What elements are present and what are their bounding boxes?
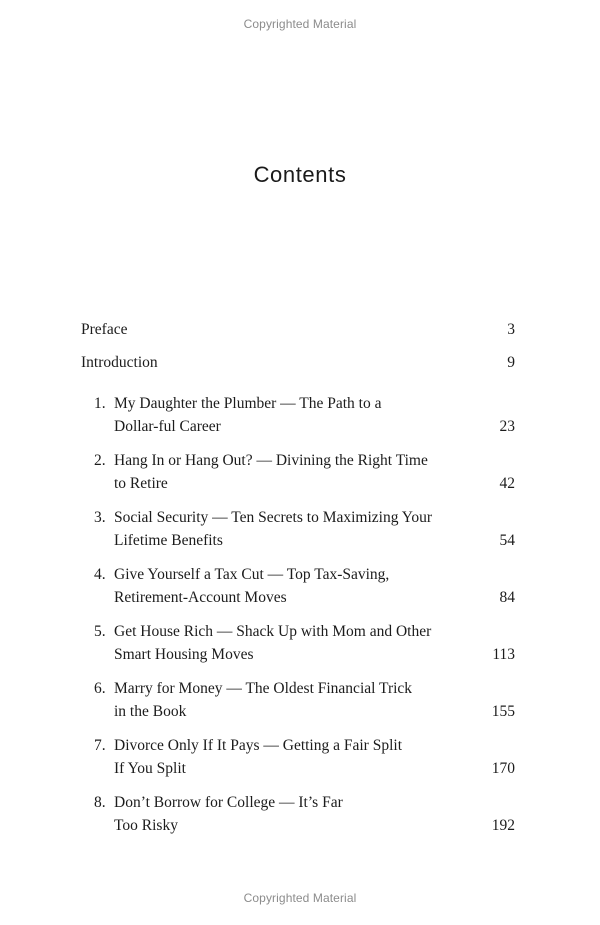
chapter-title-line-1: Get House Rich — Shack Up with Mom and Other [114, 623, 432, 640]
table-of-contents [81, 318, 515, 848]
chapter-title-line-2: Dollar-ful Career [114, 418, 221, 435]
chapter-title-line-2: Lifetime Benefits [114, 532, 223, 549]
chapter-number: 4. [94, 566, 106, 583]
toc-chapter-1 [81, 392, 515, 438]
chapter-number: 2. [94, 452, 106, 469]
toc-chapter-3 [81, 506, 515, 552]
toc-chapter-4 [81, 563, 515, 609]
toc-entry-label: Introduction [81, 354, 158, 371]
toc-entry-introduction [81, 351, 515, 374]
copyright-watermark-top: Copyrighted Material [243, 17, 357, 31]
chapter-page-number: 84 [499, 589, 515, 606]
chapter-page-number: 155 [491, 703, 515, 720]
chapter-page-number: 42 [499, 475, 515, 492]
toc-chapter-2 [81, 449, 515, 495]
toc-entry-page-number: 9 [507, 354, 515, 371]
chapter-title-line-2: Smart Housing Moves [114, 646, 254, 663]
toc-chapter-6 [81, 677, 515, 723]
chapter-title-line-2: Too Risky [114, 817, 178, 834]
chapter-title-line-2: to Retire [114, 475, 168, 492]
chapter-title-line-2: in the Book [114, 703, 187, 720]
chapter-title-line-1: Don’t Borrow for College — It’s Far [114, 794, 343, 811]
chapter-page-number: 23 [499, 418, 515, 435]
toc-chapter-5 [81, 620, 515, 666]
toc-entry-page-number: 3 [507, 321, 515, 338]
chapter-number: 7. [94, 737, 106, 754]
chapter-title-line-1: Marry for Money — The Oldest Financial Trick [114, 680, 413, 697]
chapter-page-number: 54 [499, 532, 515, 549]
chapter-number: 3. [94, 509, 106, 526]
chapter-title-line-2: Retirement-Account Moves [114, 589, 287, 606]
page-title: Contents [253, 162, 347, 187]
chapter-number: 5. [94, 623, 106, 640]
chapter-title-line-1: Divorce Only If It Pays — Getting a Fair Split [114, 737, 402, 754]
copyright-watermark-bottom: Copyrighted Material [243, 891, 357, 905]
chapter-number: 8. [94, 794, 106, 811]
chapter-page-number: 113 [492, 646, 515, 663]
chapter-title-line-2: If You Split [114, 760, 186, 777]
chapter-number: 6. [94, 680, 106, 697]
chapter-number: 1. [94, 395, 106, 412]
chapter-title-line-1: My Daughter the Plumber — The Path to a [114, 395, 382, 412]
chapter-title-line-1: Hang In or Hang Out? — Divining the Right Time [114, 452, 428, 469]
toc-chapter-8 [81, 791, 515, 837]
toc-entry-preface [81, 318, 515, 341]
toc-chapter-7 [81, 734, 515, 780]
chapter-page-number: 170 [491, 760, 515, 777]
toc-entry-label: Preface [81, 321, 128, 338]
chapter-title-line-1: Social Security — Ten Secrets to Maximizing Your [114, 509, 433, 526]
chapter-title-line-1: Give Yourself a Tax Cut — Top Tax-Saving, [114, 566, 390, 583]
chapter-page-number: 192 [491, 817, 515, 834]
